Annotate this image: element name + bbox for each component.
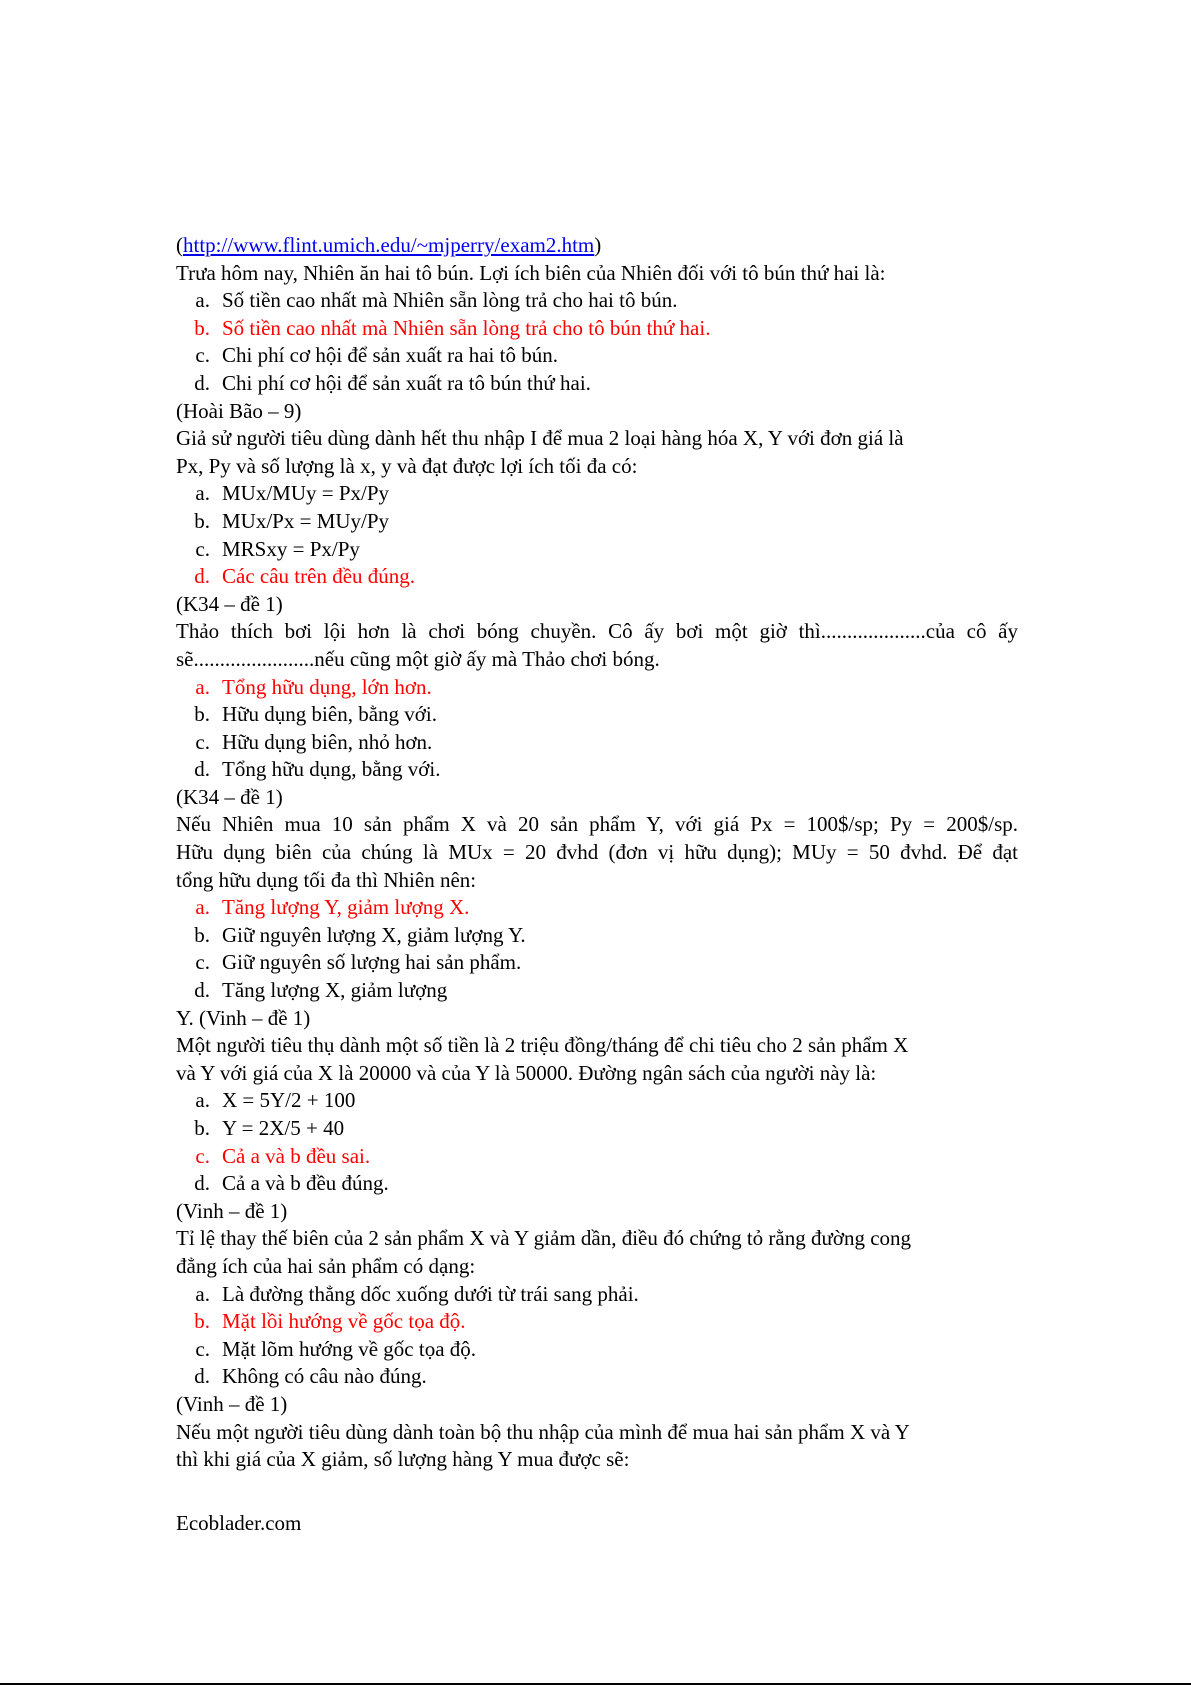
option-text: Mặt lồi hướng về gốc tọa độ. <box>222 1309 466 1334</box>
option-label: a. <box>195 674 210 699</box>
option-label: b. <box>194 508 210 533</box>
question-text-line: (Vinh – đề 1) <box>176 1198 288 1223</box>
option-label: a. <box>195 481 210 506</box>
question-text-line: và Y với giá của X là 20000 và của Y là 50000. Đường ngân sách của người này là: <box>176 1060 877 1085</box>
answer-option <box>176 480 1018 508</box>
option-text: Không có câu nào đúng. <box>222 1364 427 1389</box>
question-text-line: Thảo thích bơi lội hơn là chơi bóng chuyền. Cô ấy bơi một giờ thì....................của cô ấy <box>176 619 1018 644</box>
question-text-line: đẳng ích của hai sản phẩm có dạng: <box>176 1253 476 1278</box>
answer-option <box>176 287 1018 315</box>
source-url-link[interactable]: http://www.flint.umich.edu/~mjperry/exam2.htm <box>183 233 595 257</box>
option-label: d. <box>194 1364 210 1389</box>
option-text: Hữu dụng biên, nhỏ hơn. <box>222 729 433 754</box>
option-text: Tổng hữu dụng, bằng với. <box>222 757 441 782</box>
option-label: a. <box>195 1281 210 1306</box>
paren-open: ( <box>176 233 183 257</box>
option-label: b. <box>194 922 210 947</box>
option-text: Giữ nguyên lượng X, giảm lượng Y. <box>222 922 526 947</box>
option-label: a. <box>195 288 210 313</box>
option-label: c. <box>195 536 210 561</box>
question-text-line: Hữu dụng biên của chúng là MUx = 20 đvhd (đơn vị hữu dụng); MUy = 50 đvhd. Để đạt <box>176 840 1018 865</box>
option-text: Tăng lượng Y, giảm lượng X. <box>222 895 470 920</box>
answer-option <box>176 729 1018 757</box>
paren-close: ) <box>594 233 602 257</box>
question-text-line: Trưa hôm nay, Nhiên ăn hai tô bún. Lợi ích biên của Nhiên đối với tô bún thứ hai là: <box>176 260 886 285</box>
option-text: MRSxy = Px/Py <box>222 536 360 561</box>
answer-option <box>176 1363 1018 1391</box>
source-link-line <box>176 232 1018 260</box>
question-text-line: Tỉ lệ thay thế biên của 2 sản phẩm X và Y giảm dần, điều đó chứng tỏ rằng đường cong <box>176 1226 912 1251</box>
answer-option <box>176 949 1018 977</box>
option-label: a. <box>195 895 210 920</box>
option-text: Cả a và b đều đúng. <box>222 1171 389 1196</box>
option-text: Tăng lượng X, giảm lượng <box>222 978 448 1003</box>
answer-option <box>176 1087 1018 1115</box>
question-text-line: (K34 – đề 1) <box>176 591 283 616</box>
answer-option-correct <box>176 1308 1018 1336</box>
option-text: Giữ nguyên số lượng hai sản phẩm. <box>222 950 522 975</box>
question-text-line: tổng hữu dụng tối đa thì Nhiên nên: <box>176 867 477 892</box>
option-label: b. <box>194 702 210 727</box>
question-text-line: (K34 – đề 1) <box>176 784 283 809</box>
answer-option <box>176 342 1018 370</box>
answer-option <box>176 922 1018 950</box>
option-text: Là đường thẳng dốc xuống dưới từ trái sang phải. <box>222 1281 639 1306</box>
answer-option <box>176 977 1018 1005</box>
answer-option-correct <box>176 894 1018 922</box>
option-text: X = 5Y/2 + 100 <box>222 1088 356 1113</box>
answer-option-correct <box>176 674 1018 702</box>
question-text-line: Một người tiêu thụ dành một số tiền là 2 triệu đồng/tháng để chi tiêu cho 2 sản phẩm X <box>176 1033 909 1058</box>
answer-option <box>176 1336 1018 1364</box>
question-text-line: Px, Py và số lượng là x, y và đạt được lợi ích tối đa có: <box>176 453 638 478</box>
option-label: b. <box>194 1309 210 1334</box>
document-body <box>176 232 1018 1474</box>
question-text-line: Nếu Nhiên mua 10 sản phẩm X và 20 sản phẩm Y, với giá Px = 100$/sp; Py = 200$/sp. <box>176 812 1018 837</box>
option-label: b. <box>194 1116 210 1140</box>
question-text-line: thì khi giá của X giảm, số lượng hàng Y mua được sẽ: <box>176 1447 630 1472</box>
option-text: MUx/MUy = Px/Py <box>222 481 390 506</box>
option-label: d. <box>194 978 210 1003</box>
option-label: c. <box>195 1143 210 1168</box>
option-text: Tổng hữu dụng, lớn hơn. <box>222 674 432 699</box>
option-label: a. <box>195 1088 210 1113</box>
answer-option <box>176 536 1018 564</box>
option-text: MUx/Px = MUy/Py <box>222 508 390 533</box>
option-text: Mặt lõm hướng về gốc tọa độ. <box>222 1336 477 1361</box>
answer-option <box>176 370 1018 398</box>
answer-option <box>176 701 1018 729</box>
option-text: Cả a và b đều sai. <box>222 1143 371 1168</box>
option-text: Số tiền cao nhất mà Nhiên sẵn lòng trả cho hai tô bún. <box>222 288 678 313</box>
option-text: Chi phí cơ hội để sản xuất ra tô bún thứ hai. <box>222 370 591 395</box>
question-text-line: Y. (Vinh – đề 1) <box>176 1005 311 1030</box>
option-label: c. <box>195 950 210 975</box>
option-text: Các câu trên đều đúng. <box>222 564 416 589</box>
option-label: c. <box>195 343 210 368</box>
option-label: d. <box>194 564 210 589</box>
option-label: d. <box>194 370 210 395</box>
answer-option-correct <box>176 1143 1018 1171</box>
option-label: c. <box>195 729 210 754</box>
answer-option-correct <box>176 563 1018 591</box>
option-text: Chi phí cơ hội để sản xuất ra hai tô bún. <box>222 343 558 368</box>
footer-site-name: Ecoblader.com <box>176 1511 302 1535</box>
option-label: c. <box>195 1336 210 1361</box>
question-text-line: Nếu một người tiêu dùng dành toàn bộ thu nhập của mình để mua hai sản phẩm X và Y <box>176 1419 910 1444</box>
answer-option <box>176 1115 1018 1143</box>
option-label: d. <box>194 1171 210 1196</box>
answer-option <box>176 756 1018 784</box>
question-text-line: (Vinh – đề 1) <box>176 1391 288 1416</box>
option-text: Y = 2X/5 + 40 <box>222 1116 345 1140</box>
option-label: b. <box>194 315 210 340</box>
question-text-line: (Hoài Bão – 9) <box>176 398 302 423</box>
answer-option <box>176 1170 1018 1198</box>
option-text: Số tiền cao nhất mà Nhiên sẵn lòng trả cho tô bún thứ hai. <box>222 315 711 340</box>
answer-option <box>176 508 1018 536</box>
answer-option <box>176 1281 1018 1309</box>
question-text-line: Giả sử người tiêu dùng dành hết thu nhập I để mua 2 loại hàng hóa X, Y với đơn giá là <box>176 426 904 451</box>
answer-option-correct <box>176 315 1018 343</box>
option-label: d. <box>194 757 210 782</box>
question-text-line: sẽ.......................nếu cũng một giờ ấy mà Thảo chơi bóng. <box>176 646 660 671</box>
option-text: Hữu dụng biên, bằng với. <box>222 702 437 727</box>
